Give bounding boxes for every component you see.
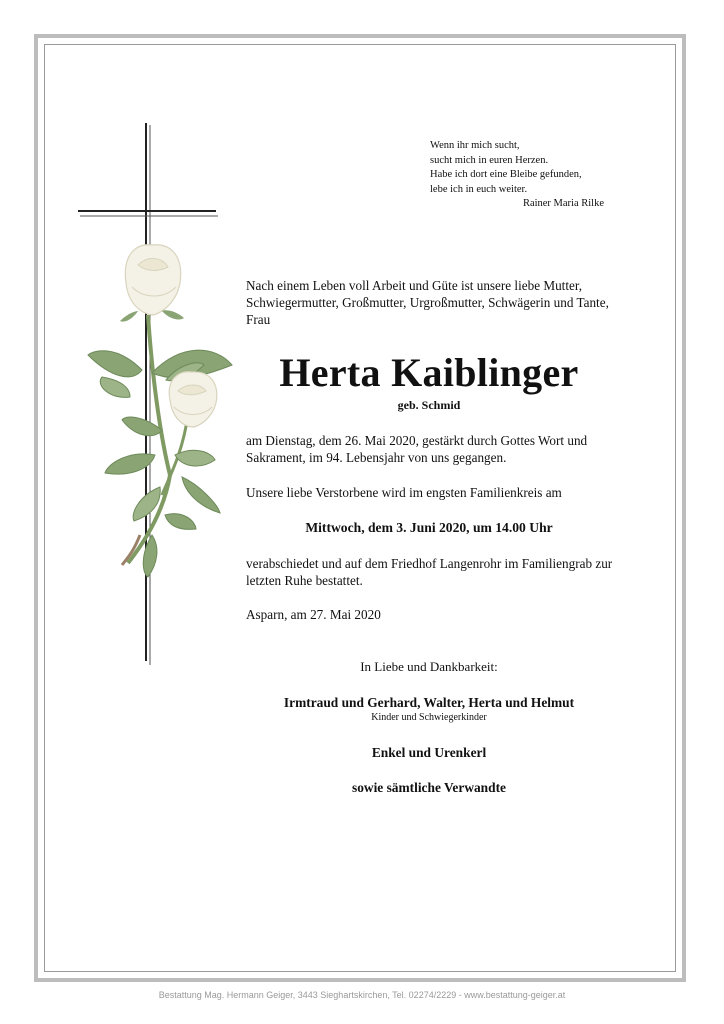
place-date: Asparn, am 27. Mai 2020 [246, 607, 381, 622]
deceased-name: Herta Kaiblinger [279, 350, 579, 395]
quote-author: Rainer Maria Rilke [522, 198, 604, 210]
burial-text: verabschiedet und auf dem Friedhof Langenrohr im Familiengrab zur letzten Ruhe bestattet. [246, 556, 613, 588]
quote-line: Wenn ihr mich sucht, [430, 140, 520, 151]
maiden-name: geb. Schmid [397, 398, 461, 412]
mourners-grandchildren: Enkel und Urenkerl [371, 745, 487, 760]
white-rose-icon [88, 245, 232, 577]
intro-text: Nach einem Leben voll Arbeit und Güte ist unsere liebe Mutter, Schwiegermutter, Großmutter, Urgroßmutter, Schwägerin und Tante, Frau [246, 278, 609, 327]
mourners-relatives: sowie sämtliche Verwandte [352, 780, 506, 795]
mourners-children-relation: Kinder und Schwiegerkinder [371, 712, 487, 723]
death-text: am Dienstag, dem 26. Mai 2020, gestärkt durch Gottes Wort und Sakrament, im 94. Lebensjahr von uns gegangen. [246, 433, 588, 465]
cross-with-roses [70, 115, 245, 670]
quote-line: sucht mich in euren Herzen. [430, 154, 549, 166]
funeral-home-footer: Bestattung Mag. Hermann Geiger, 3443 Sieghartskirchen, Tel. 02274/2229 - www.bestattung-geiger.at [158, 990, 566, 1000]
quote-line: lebe ich in euch weiter. [430, 183, 528, 195]
family-circle-text: Unsere liebe Verstorbene wird im engsten Familienkreis am [246, 485, 562, 500]
mourners-children: Irmtraud und Gerhard, Walter, Herta und Helmut [283, 695, 575, 710]
rilke-quote [430, 139, 610, 212]
funeral-date: Mittwoch, dem 3. Juni 2020, um 14.00 Uhr [305, 520, 553, 535]
quote-line: Habe ich dort eine Bleibe gefunden, [430, 169, 582, 181]
closing-line: In Liebe und Dankbarkeit: [360, 659, 498, 674]
